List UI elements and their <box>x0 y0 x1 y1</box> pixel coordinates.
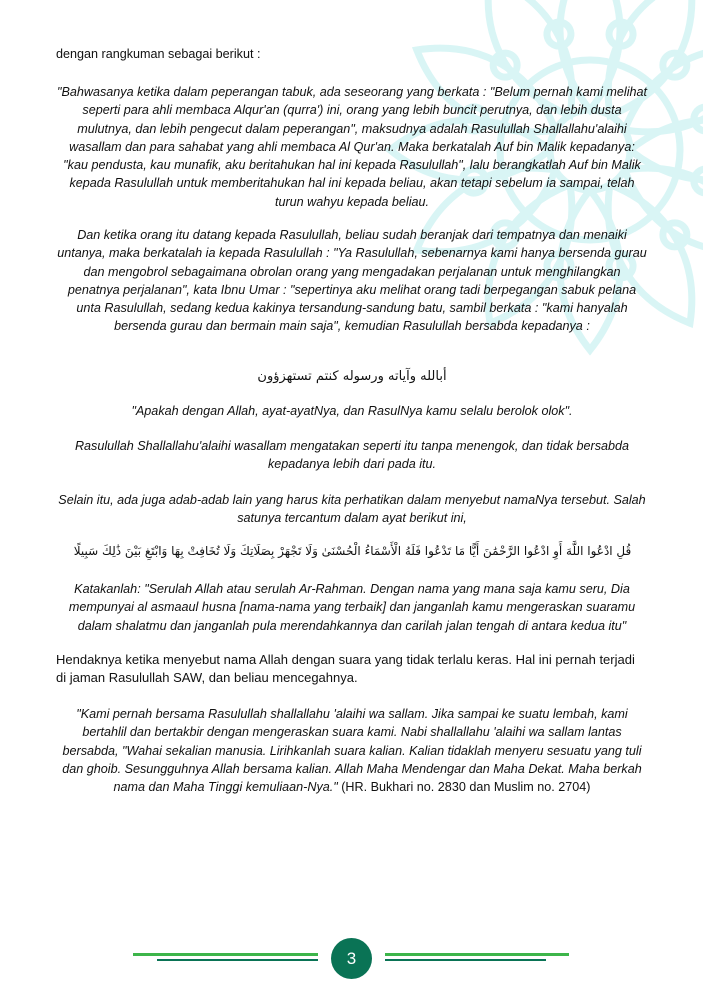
arabic-verse-1: أبالله وآياته ورسوله كنتم تستهزؤون <box>257 369 447 384</box>
paragraph-ibnu-umar: Dan ketika orang itu datang kepada Rasulullah, beliau sudah beranjak dari tempatnya dan menaiki untanya, maka berkatalah ia kepada Rasulullah : "Ya Rasulullah, sebenarnya kami hanya bersenda gurau dan mengobrol sebagaimana obrolan orang yang mengadakan perjalanan untuk menghilangkan penatnya perjalanan", kata Ibnu Umar : "sepertinya aku melihat orang tadi berpegangan sabuk pelana unta Rasulullah, sedang kedua kakinya tersandung-sandung batu, sambil berkata : "kami hanyalah bersenda gurau dan bermain main saja", kemudian Rasulullah bersabda kepadanya : <box>57 228 647 334</box>
footer-line-left <box>133 953 318 956</box>
page-number-badge: 3 <box>331 938 372 979</box>
translation-2: Katakanlah: "Serulah Allah atau serulah Ar-Rahman. Dengan nama yang mana saja kamu seru, Dia mempunyai al asmaaul husna [nama-nama yang terbaik] dan janganlah kamu mengeraskan suaramu dalam shalatmu dan janganlah pula merendahkannya dan carilah jalan tengah di antara kedua itu" <box>68 582 636 633</box>
paragraph-battle-of-tabuk: "Bahwasanya ketika dalam peperangan tabuk, ada seseorang yang berkata : "Belum pernah kami melihat seperti para ahli membaca Alqur'an (qurra') ini, orang yang lebih buncit perutnya, dan lebih dusta mulutnya, dan lebih pengecut dalam peperangan", maksudnya adalah Rasulullah Shallallahu'alaihi wasallam dan para sahabat yang ahli membaca Al Qur'an. Maka berkatalah Auf bin Malik kepadanya: "kau pendusta, kau munafik, aku beritahukan hal ini kepada Rasulullah", lalu berangkatlah Auf bin Malik kepada Rasulullah untuk memberitahukan hal ini kepada beliau, akan tetapi sebelum ia sampai, telah turun wahyu kepada beliau. <box>56 85 647 209</box>
paragraph-rasulullah: Rasulullah Shallallahu'alaihi wasallam mengatakan seperti itu tanpa menengok, dan tidak bersabda kepadanya lebih dari pada itu. <box>74 439 630 472</box>
footer-line-right-dark <box>385 959 546 961</box>
hadith-source: (HR. Bukhari no. 2830 dan Muslim no. 2704) <box>341 780 591 795</box>
translation-1: "Apakah dengan Allah, ayat-ayatNya, dan RasulNya kamu selalu berolok olok". <box>131 404 573 418</box>
footer-line-right <box>385 953 569 956</box>
arabic-verse-2: قُلِ ادْعُوا اللَّهَ أَوِ ادْعُوا الرَّحْمَٰنَ أَيًّا مَا تَدْعُوا فَلَهُ الْأَسْمَاءُ الْحُسْنَىٰ وَلَا تَجْهَرْ بِصَلَاتِكَ وَلَا تُخَافِتْ بِهَا وَابْتَغِ بَيْنَ ذَٰلِكَ سَبِيلًا <box>73 544 632 558</box>
paragraph-adab: Selain itu, ada juga adab-adab lain yang harus kita perhatikan dalam menyebut namaNya tersebut. Salah satunya tercantum dalam ayat berikut ini, <box>58 493 646 526</box>
footer-line-left-dark <box>157 959 318 961</box>
hadith-text: "Kami pernah bersama Rasulullah shallallahu 'alaihi wa sallam. Jika sampai ke suatu lembah, kami bertahlil dan bertakbir dengan mengeraskan suara kami. Nabi shallallahu 'alaihi wa sallam lantas bersabda, "Wahai sekalian manusia. Lirihkanlah suara kalian. Kalian tidaklah menyeru sesuatu yang tuli dan ghoib. Sesungguhnya Allah bersama kalian. Allah Maha Mendengar dan Maha Dekat. Maha berkah nama dan Maha Tinggi kemuliaan-Nya." <box>62 707 642 795</box>
paragraph-voice: Hendaknya ketika menyebut nama Allah dengan suara yang tidak terlalu keras. Hal ini pernah terjadi di jaman Rasulullah SAW, dan beliau mencegahnya. <box>56 652 635 686</box>
hadith-quote <box>56 705 648 796</box>
intro-text: dengan rangkuman sebagai berikut : <box>56 47 261 61</box>
